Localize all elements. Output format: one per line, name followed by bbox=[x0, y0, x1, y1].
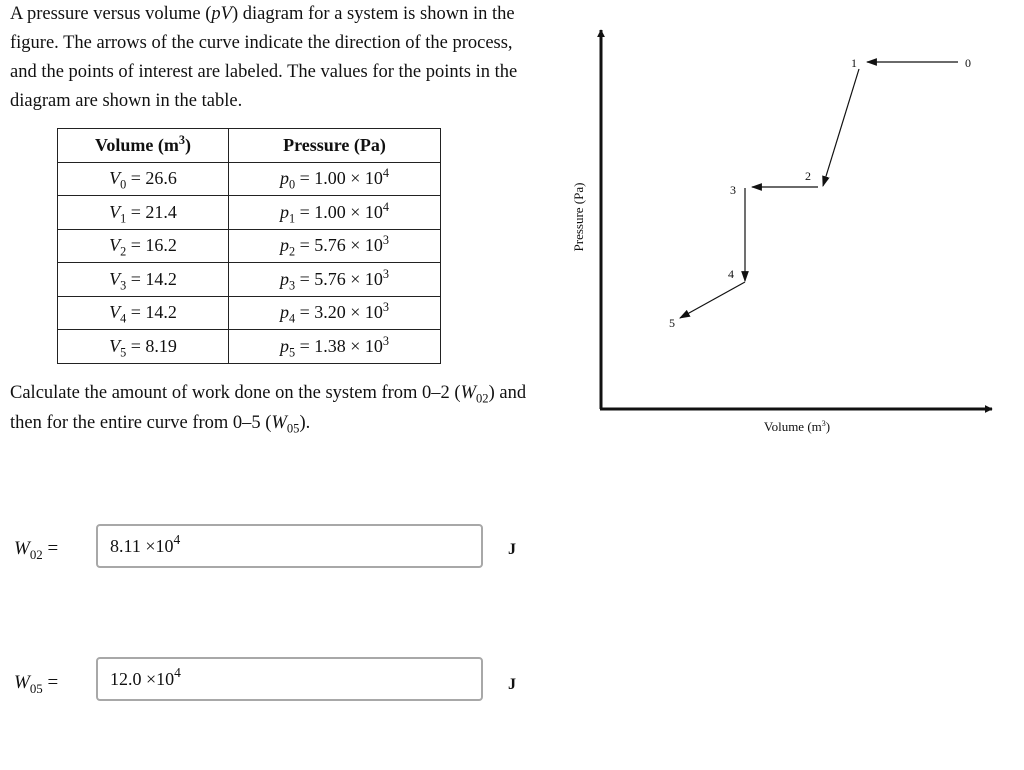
volume-cell: $V_4 = 14.2$ bbox=[58, 296, 229, 330]
segment-4-5 bbox=[680, 282, 745, 318]
pressure-cell: $p_5 = 1.38 \times 10^3$ bbox=[229, 330, 441, 364]
pressure-cell: $p_4 = 3.20 \times 10^3$ bbox=[229, 296, 441, 330]
table-header-row bbox=[58, 129, 441, 163]
volume-cell: $V_2 = 16.2$ bbox=[58, 229, 229, 263]
table-row bbox=[58, 229, 441, 263]
intro-text-1: A pressure versus volume ( bbox=[10, 4, 212, 24]
question-w05-symbol: W bbox=[271, 413, 287, 433]
problem-intro bbox=[10, 0, 530, 116]
segment-1-2 bbox=[823, 69, 859, 186]
question-text-3: ). bbox=[299, 413, 311, 433]
w05-exponent: 4 bbox=[174, 664, 181, 680]
w05-label: $W_{05}$ = bbox=[14, 672, 59, 696]
w05-mantissa: 12.0 ×10 bbox=[110, 669, 175, 689]
point-label-5: 5 bbox=[669, 316, 675, 330]
w02-unit: J bbox=[508, 541, 516, 558]
table-row bbox=[58, 296, 441, 330]
header-volume: Volume $(m^3)$ bbox=[58, 129, 229, 163]
intro-text-2: ) diagram for a system is shown in the figure. The arrows of the curve indicate the direction of the process, and the points of interest are labeled. The values for the points in the diagram are shown in the table. bbox=[10, 4, 518, 111]
table-row bbox=[58, 162, 441, 196]
point-label-3: 3 bbox=[730, 183, 736, 197]
w02-exponent: 4 bbox=[173, 531, 181, 547]
question-text-2: ) and then for the entire curve from 0–5 ( bbox=[10, 383, 527, 433]
w02-label: $W_{02}$ = bbox=[14, 538, 59, 562]
pressure-cell: $p_1 = 1.00 \times 10^4$ bbox=[229, 196, 441, 230]
point-label-0: 0 bbox=[965, 56, 971, 70]
question-text bbox=[10, 378, 530, 438]
question-w02-sub: 02 bbox=[476, 391, 489, 406]
question-text-1: Calculate the amount of work done on the system from 0–2 ( bbox=[10, 383, 461, 403]
volume-cell: $V_0 = 26.6$ bbox=[58, 162, 229, 196]
x-axis-label: Volume $(m^3)$ bbox=[763, 419, 831, 434]
volume-cell: $V_1 = 21.4$ bbox=[58, 196, 229, 230]
table-row bbox=[58, 330, 441, 364]
point-label-4: 4 bbox=[728, 267, 734, 281]
intro-pv-symbol: pV bbox=[211, 4, 232, 24]
pressure-cell: $p_3 = 5.76 \times 10^3$ bbox=[229, 263, 441, 297]
header-pressure: Pressure (Pa) bbox=[229, 129, 441, 163]
point-label-1: 1 bbox=[851, 56, 857, 70]
question-w02-symbol: W bbox=[460, 383, 476, 403]
volume-cell: $V_3 = 14.2$ bbox=[58, 263, 229, 297]
pv-diagram bbox=[560, 0, 1010, 450]
table-row bbox=[58, 196, 441, 230]
w05-answer-field[interactable] bbox=[96, 657, 483, 701]
pressure-cell: $p_2 = 5.76 \times 10^3$ bbox=[229, 229, 441, 263]
point-label-2: 2 bbox=[805, 169, 811, 183]
volume-cell: $V_5 = 8.19$ bbox=[58, 330, 229, 364]
w02-answer-field[interactable] bbox=[96, 524, 483, 568]
w02-mantissa: 8.11 ×10 bbox=[110, 536, 174, 556]
y-axis-label: Pressure (Pa) bbox=[571, 182, 586, 252]
pressure-cell: $p_0 = 1.00 \times 10^4$ bbox=[229, 162, 441, 196]
w05-unit: J bbox=[508, 676, 516, 693]
table-row bbox=[58, 263, 441, 297]
question-w05-sub: 05 bbox=[286, 421, 300, 436]
values-table bbox=[57, 128, 441, 364]
